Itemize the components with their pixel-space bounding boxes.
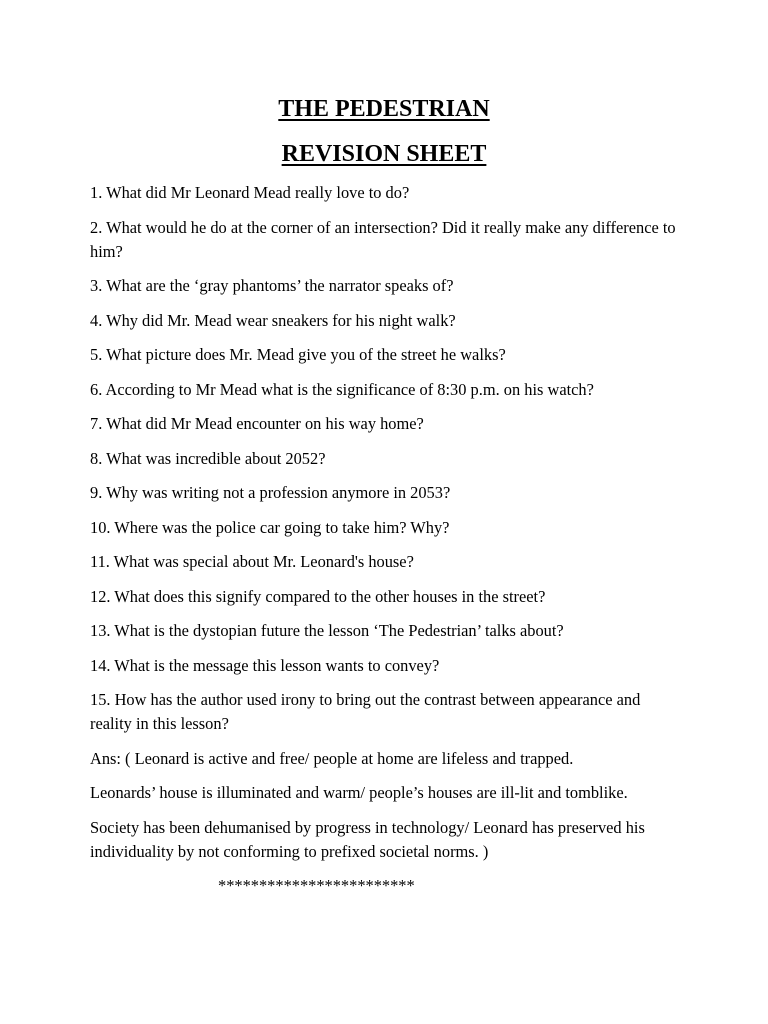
question-10: 10. Where was the police car going to take him? Why?: [90, 517, 450, 537]
question-1: 1. What did Mr Leonard Mead really love to do?: [90, 183, 410, 202]
question-2: 2. What would he do at the corner of an intersection? Did it really make any difference to him?: [90, 217, 676, 261]
separator-stars: ************************: [218, 876, 415, 895]
answer-line-3: Society has been dehumanised by progress in technology/ Leonard has preserved his individuality by not conforming to prefixed societal norms. ): [90, 817, 645, 861]
question-15: 15. How has the author used irony to bring out the contrast between appearance and reality in this lesson?: [90, 690, 641, 733]
question-8: 8. What was incredible about 2052?: [90, 448, 326, 468]
question-11: 11. What was special about Mr. Leonard's house?: [90, 552, 414, 571]
question-13: 13. What is the dystopian future the lesson ‘The Pedestrian’ talks about?: [90, 621, 564, 640]
question-14: 14. What is the message this lesson wants to convey?: [90, 655, 440, 675]
question-7: 7. What did Mr Mead encounter on his way home?: [90, 414, 424, 433]
page-subtitle: REVISION SHEET: [281, 141, 487, 167]
question-3: 3. What are the ‘gray phantoms’ the narrator speaks of?: [90, 276, 454, 295]
question-4: 4. Why did Mr. Mead wear sneakers for his night walk?: [90, 310, 456, 330]
question-6: 6. According to Mr Mead what is the significance of 8:30 p.m. on his watch?: [90, 379, 594, 399]
answer-line-1: Ans: ( Leonard is active and free/ people at home are lifeless and trapped.: [90, 748, 574, 768]
question-5: 5. What picture does Mr. Mead give you of the street he walks?: [90, 345, 506, 364]
question-9: 9. Why was writing not a profession anymore in 2053?: [90, 483, 451, 502]
answer-line-2: Leonards’ house is illuminated and warm/ people’s houses are ill-lit and tomblike.: [90, 783, 628, 802]
question-12: 12. What does this signify compared to the other houses in the street?: [90, 586, 546, 606]
page-title: THE PEDESTRIAN: [278, 96, 490, 122]
document-body: [90, 181, 680, 898]
